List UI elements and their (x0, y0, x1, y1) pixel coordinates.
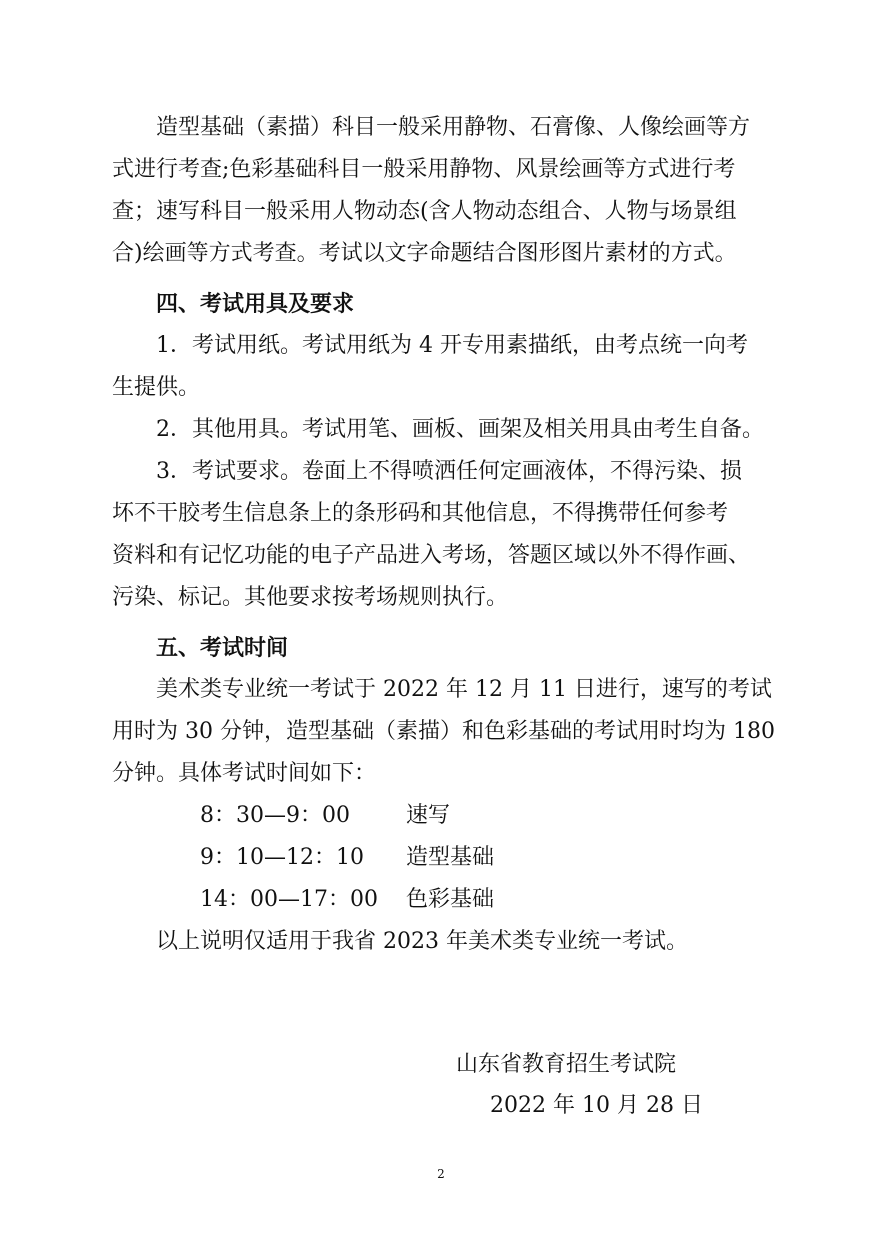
schedule-time-3: 14：00—17：00 (200, 887, 378, 912)
section3-line-4: 合)绘画等方式考查。考试以文字命题结合图形图片素材的方式。 (112, 241, 737, 266)
section5-para-line-2: 用时为 30 分钟，造型基础（素描）和色彩基础的考试用时均为 180 (112, 719, 775, 744)
schedule-subject-1: 速写 (406, 803, 451, 828)
section4-item1-line-1: 1．考试用纸。考试用纸为 4 开专用素描纸，由考点统一向考 (156, 333, 748, 358)
section5-heading: 五、考试时间 (156, 635, 289, 661)
section5-para-line-1: 美术类专业统一考试于 2022 年 12 月 11 日进行，速写的考试 (156, 677, 772, 702)
schedule-time-2: 9：10—12：10 (200, 845, 364, 870)
schedule-subject-3: 色彩基础 (406, 887, 495, 912)
signature-organization: 山东省教育招生考试院 (456, 1052, 677, 1077)
section3-line-3: 查；速写科目一般采用人物动态(含人物动态组合、人物与场景组 (112, 199, 737, 224)
section4-item3-line-2: 坏不干胶考生信息条上的条形码和其他信息，不得携带任何参考 (112, 501, 729, 526)
applicability-note: 以上说明仅适用于我省 2023 年美术类专业统一考试。 (156, 929, 688, 954)
section4-item3-line-1: 3．考试要求。卷面上不得喷洒任何定画液体，不得污染、损 (156, 459, 742, 484)
section3-line-1: 造型基础（素描）科目一般采用静物、石膏像、人像绘画等方 (156, 115, 751, 140)
signature-date: 2022 年 10 月 28 日 (490, 1093, 703, 1118)
schedule-time-1: 8：30—9：00 (200, 803, 350, 828)
section4-item1-line-2: 生提供。 (112, 375, 201, 400)
section4-item3-line-4: 污染、标记。其他要求按考场规则执行。 (112, 585, 509, 610)
section3-line-2: 式进行考查;色彩基础科目一般采用静物、风景绘画等方式进行考 (112, 157, 736, 182)
page-number: 2 (437, 1167, 445, 1181)
section4-item2-line-1: 2．其他用具。考试用笔、画板、画架及相关用具由考生自备。 (156, 417, 764, 442)
section4-item3-line-3: 资料和有记忆功能的电子产品进入考场，答题区域以外不得作画、 (112, 543, 751, 568)
schedule-subject-2: 造型基础 (406, 845, 495, 870)
section5-para-line-3: 分钟。具体考试时间如下： (112, 761, 377, 786)
section4-heading: 四、考试用具及要求 (156, 291, 355, 317)
